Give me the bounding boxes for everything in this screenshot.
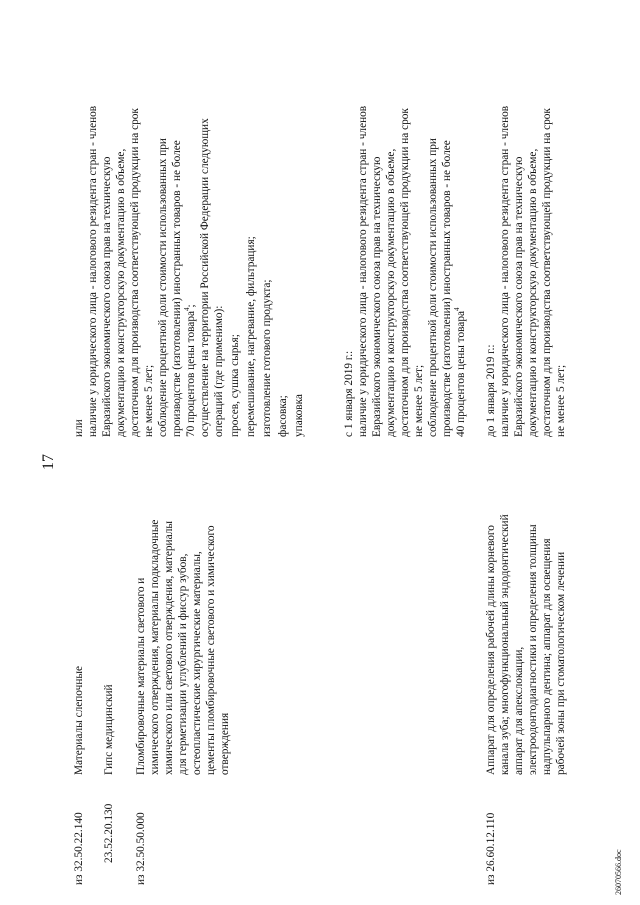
req-line: не менее 5 лет; xyxy=(413,364,425,437)
req-line: упаковка xyxy=(293,394,305,437)
req-line: достаточном для производства соответствующей продукции на срок xyxy=(541,108,553,437)
req-line: не менее 5 лет; xyxy=(143,364,155,437)
name-line: для герметизации углублений и фиссур зубов, xyxy=(177,553,189,775)
req-line: осуществление на территории Российской Федерации следующих xyxy=(199,118,211,437)
req-line-footnoted: 40 процентов цены товара$^4$ xyxy=(453,307,467,437)
row-code: из 32.50.50.000 xyxy=(135,812,147,885)
name-line: химического отверждения, материалы подкладочные xyxy=(149,519,161,775)
name-line: цементы пломбировочные светового и химического xyxy=(205,525,217,775)
req-line: соблюдение процентной доли стоимости использованных при xyxy=(157,138,169,437)
name-line: остеопластические хирургические материалы, xyxy=(191,551,203,775)
req-line: наличие у юридического лица - налогового резидента стран - членов xyxy=(499,105,511,437)
req-line: производстве (изготовлении) иностранных товаров - не более xyxy=(171,140,183,437)
name-line: аппарат для апекслокации, xyxy=(513,646,525,775)
req-line: до 1 января 2019 г.: xyxy=(485,344,497,437)
name-line: надпульпарного дентина; аппарат для освещения xyxy=(541,538,553,775)
req-line: достаточном для производства соответствующей продукции на срок xyxy=(129,108,141,437)
row-name: Гипс медицинский xyxy=(103,684,115,775)
req-line: фасовка; xyxy=(277,395,289,437)
req-line-footnoted: 70 процентов цены товара$^4$; xyxy=(183,304,197,437)
footnote-mark: 4 xyxy=(183,307,192,312)
req-line: Евразийского экономического союза прав на техническую xyxy=(371,156,383,437)
row-code: 23.52.20.130 xyxy=(103,803,115,863)
req-line: документацию и конструкторскую документацию в объеме, xyxy=(115,148,127,437)
row-name: Материалы слепочные xyxy=(73,666,85,775)
req-line: соблюдение процентной доли стоимости использованных при xyxy=(427,138,439,437)
req-line: перемешивание, нагревание, фильтрация; xyxy=(245,236,257,437)
req-line: просев, сушка сырья; xyxy=(229,334,241,437)
name-line: электроодонтодиагностики и определения толщины xyxy=(527,524,539,775)
req-line: Евразийского экономического союза прав на техническую xyxy=(513,156,525,437)
footnote-mark: 4 xyxy=(453,307,462,312)
req-line: документацию и конструкторскую документацию в объеме, xyxy=(527,148,539,437)
name-line: Пломбировочные материалы светового и xyxy=(135,577,147,775)
req-line: Евразийского экономического союза прав на техническую xyxy=(101,156,113,437)
req-line: операций (где применимо): xyxy=(213,305,225,437)
name-line: рабочей зоны при стоматологическом лечении xyxy=(555,551,567,775)
req-line: достаточном для производства соответствующей продукции на срок xyxy=(399,108,411,437)
req-line: наличие у юридического лица - налогового резидента стран - членов xyxy=(87,105,99,437)
name-line: отверждения xyxy=(219,712,231,775)
page-number: 17 xyxy=(40,454,57,470)
req-line: наличие у юридического лица - налогового резидента стран - членов xyxy=(357,105,369,437)
row-code: из 32.50.22.140 xyxy=(73,812,85,885)
req-line: изготовление готового продукта; xyxy=(261,279,273,437)
row-code: из 26.60.12.110 xyxy=(485,812,497,885)
req-line: с 1 января 2019 г.: xyxy=(343,350,355,437)
req-line: не менее 5 лет; xyxy=(555,364,567,437)
req-line: или xyxy=(73,419,85,437)
document-filename: 26070566.doc xyxy=(614,849,623,895)
req-line: производстве (изготовлении) иностранных товаров - не более xyxy=(441,140,453,437)
name-line: канала зуба; многофункциональный эндодонтический xyxy=(499,514,511,775)
name-line: Аппарат для определения рабочей длины корневого xyxy=(485,525,497,775)
req-line: документацию и конструкторскую документацию в объеме, xyxy=(385,148,397,437)
name-line: химического или светового отверждения, материалы xyxy=(163,521,175,775)
